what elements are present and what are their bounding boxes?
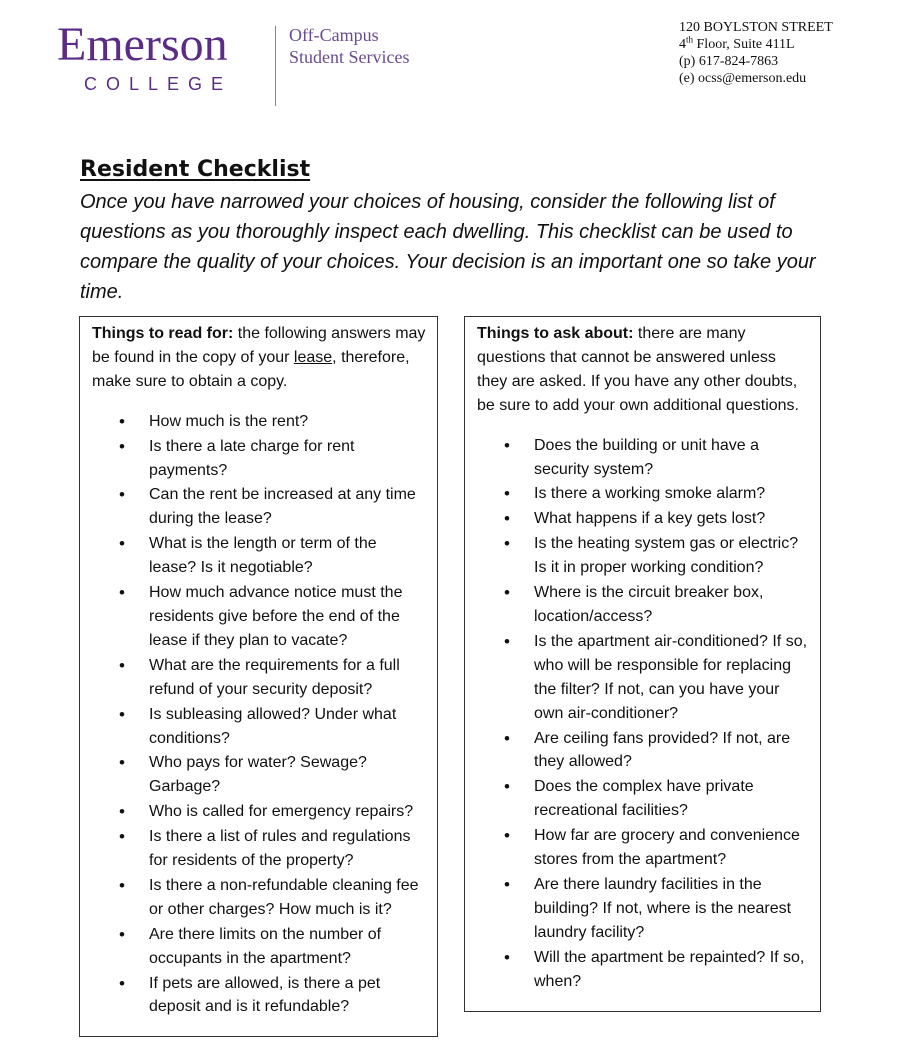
ask-about-item: • Is the heating system gas or electric? Is it in proper working condition? — [477, 532, 810, 580]
department-line-1: Off-Campus — [289, 25, 379, 45]
ask-about-list — [477, 434, 810, 994]
ask-about-heading-text: there are many questions that cannot be answered unless they are asked. If you have any other doubts, be sure to add your own additional questions. — [477, 325, 799, 414]
read-for-item: • Is there a list of rules and regulations for residents of the property? — [92, 825, 427, 873]
read-for-list — [92, 410, 427, 1020]
read-for-item: • How much advance notice must the residents give before the end of the lease if they plan to vacate? — [92, 581, 427, 653]
ask-about-item: • What happens if a key gets lost? — [477, 507, 810, 531]
ask-about-item: • Will the apartment be repainted? If so, when? — [477, 946, 810, 994]
logo-divider — [275, 26, 276, 106]
ask-about-item: • Are ceiling fans provided? If not, are they allowed? — [477, 727, 810, 775]
ask-about-item: • Are there laundry facilities in the building? If not, where is the nearest laundry facility? — [477, 873, 810, 945]
ask-about-box — [464, 316, 821, 1012]
read-for-item: • Is subleasing allowed? Under what conditions? — [92, 703, 427, 751]
read-for-heading-text-a: the following answers may be found in the copy of your — [92, 325, 426, 366]
read-for-item: • What are the requirements for a full refund of your security deposit? — [92, 654, 427, 702]
read-for-heading-text-b: , therefore, make sure to obtain a copy. — [92, 348, 410, 390]
ask-about-item: • Is there a working smoke alarm? — [477, 482, 810, 506]
ask-about-item: • Does the complex have private recreational facilities? — [477, 775, 810, 823]
read-for-box — [79, 316, 438, 1037]
read-for-heading-label: Things to read for: — [92, 325, 234, 342]
emerson-logo-wordmark: Emerson — [57, 18, 228, 71]
read-for-item: • Is there a late charge for rent payments? — [92, 435, 427, 483]
ask-about-heading-label: Things to ask about: — [477, 325, 634, 342]
address-street: 120 BOYLSTON STREET — [679, 20, 833, 35]
department-name — [289, 24, 409, 68]
read-for-item: • How much is the rent? — [92, 410, 427, 434]
read-for-item: • What is the length or term of the lease? Is it negotiable? — [92, 532, 427, 580]
address-floor-rest: Floor, Suite 411L — [693, 37, 795, 52]
ask-about-item: • Is the apartment air-conditioned? If so, who will be responsible for replacing the filter? If not, can you have your own air-conditioner? — [477, 630, 810, 726]
address-floor-ordinal: th — [686, 34, 694, 45]
read-for-item: • If pets are allowed, is there a pet deposit and is it refundable? — [92, 972, 427, 1020]
page-title: Resident Checklist — [80, 157, 311, 182]
lease-term: lease — [293, 348, 333, 366]
read-for-item: • Are there limits on the number of occupants in the apartment? — [92, 923, 427, 971]
read-for-heading — [92, 322, 427, 394]
ask-about-item: • Where is the circuit breaker box, location/access? — [477, 581, 810, 629]
contact-address-block — [679, 19, 833, 87]
department-line-2: Student Services — [289, 47, 410, 67]
contact-email: (e) ocss@emerson.edu — [679, 71, 807, 86]
address-floor-number: 4 — [679, 37, 686, 52]
read-for-item: • Is there a non-refundable cleaning fee or other charges? How much is it? — [92, 874, 427, 922]
address-suite — [679, 36, 833, 53]
intro-paragraph: Once you have narrowed your choices of housing, consider the following list of questions as you thoroughly inspect each dwelling. This checklist can be used to compare the quality of your choices. Your decision is an important one so take your time. — [80, 191, 816, 303]
read-for-item: • Who pays for water? Sewage? Garbage? — [92, 751, 427, 799]
read-for-item: • Can the rent be increased at any time during the lease? — [92, 483, 427, 531]
contact-phone: (p) 617-824-7863 — [679, 54, 779, 69]
ask-about-item: • Does the building or unit have a security system? — [477, 434, 810, 482]
ask-about-item: • How far are grocery and convenience stores from the apartment? — [477, 824, 810, 872]
read-for-item: • Who is called for emergency repairs? — [92, 800, 427, 824]
emerson-logo-college: COLLEGE — [84, 74, 233, 94]
ask-about-heading — [477, 322, 810, 418]
